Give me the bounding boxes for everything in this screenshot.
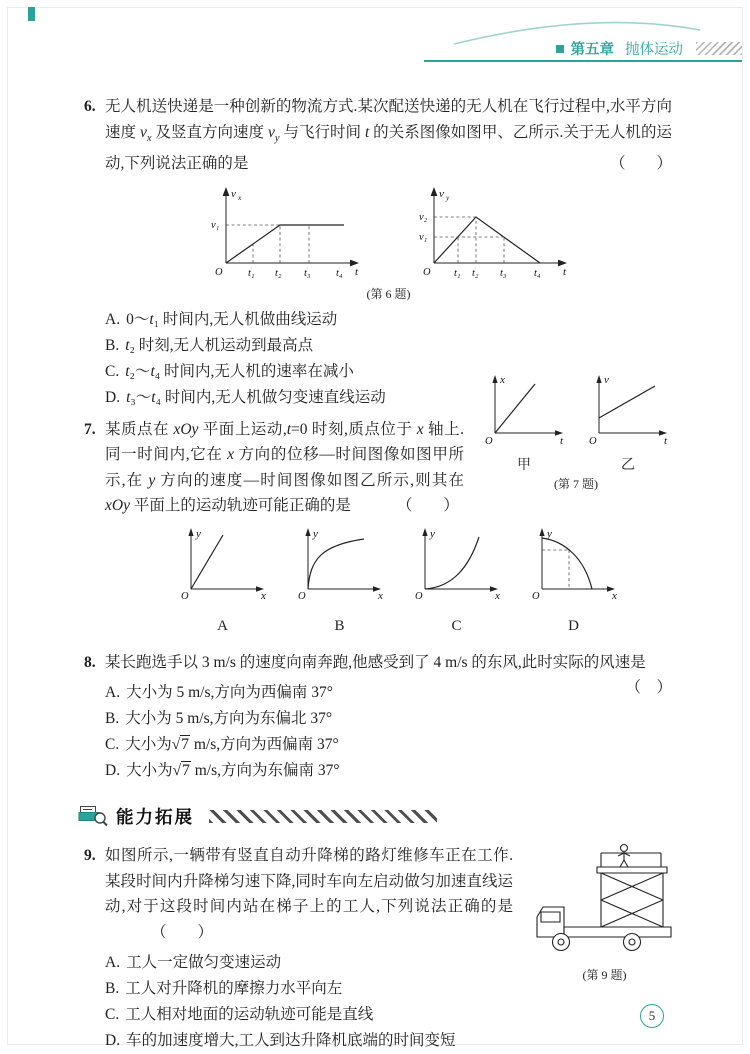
svg-text:O: O — [532, 590, 540, 602]
svg-text:x: x — [612, 589, 617, 602]
svg-text:t₄: t₄ — [533, 267, 541, 279]
q6-jia-ylabel: v — [230, 187, 236, 200]
svg-text:v: v — [604, 373, 609, 386]
q8-option-a: A. 大小为 5 m/s,方向为西偏南 37° — [105, 684, 333, 702]
svg-text:x: x — [378, 589, 383, 602]
svg-text:t₁: t₁ — [247, 267, 255, 279]
chapter-section-label: 抛体运动 — [625, 42, 683, 58]
svg-text:y: y — [430, 527, 435, 540]
q8-option-b: B. 大小为 5 m/s,方向为东偏北 37° — [105, 710, 333, 728]
svg-text:y: y — [196, 527, 201, 540]
q6-option-c: C. t₂～t₄ 时间内,无人机的速率在减小 — [105, 362, 354, 380]
q8-stem-text: 某长跑选手以 3 m/s 的速度向南奔跑,他感受到了 4 m/s 的东风,此时实际的风速是 — [105, 653, 646, 671]
svg-text:O: O — [589, 435, 597, 447]
page-number-badge — [640, 1004, 664, 1028]
svg-text:O: O — [485, 435, 493, 447]
q9-figure-caption: (第 9 题) — [582, 967, 627, 982]
ability-scan-icon — [78, 805, 108, 828]
q6-graph-jia — [206, 183, 364, 285]
svg-text:O: O — [298, 590, 306, 602]
svg-text:v₁: v₁ — [210, 219, 219, 231]
q8-option-c: C. 大小为√7 m/s,方向为西偏南 37° — [105, 736, 339, 754]
svg-text:v₂: v₂ — [418, 211, 427, 223]
section-title: 能力拓展 — [116, 807, 194, 828]
q7-graph-yi: v O t 乙 — [589, 373, 668, 474]
q6-option-d: D. t₃～t₄ 时间内,无人机做匀变速直线运动 — [105, 388, 386, 406]
svg-text:y: y — [445, 192, 449, 202]
q6-answer-brackets: （ ） — [609, 155, 672, 173]
q9-option-d: D. 车的加速度增大,工人到达升降机底端的时间变短 — [105, 1032, 456, 1050]
q7-answer-brackets: （ ） — [396, 497, 459, 515]
q9-figure — [527, 839, 682, 983]
q9-answer-brackets: （ ） — [151, 923, 214, 941]
q9-stem-text: 如图所示,一辆带有竖直自动升降梯的路灯维修车正在工作.某段时间内升降梯匀速下降,同时车向左启动做匀加速直线运动,对于这段时间内站在梯子上的工人,下列说法正确的是 — [105, 847, 513, 916]
svg-text:v₁: v₁ — [418, 231, 427, 243]
q8-number: 8. — [84, 653, 96, 671]
q7-option-graphs — [175, 525, 672, 640]
q8-options — [105, 680, 672, 784]
svg-text:t: t — [664, 434, 668, 447]
svg-text:y: y — [313, 527, 318, 540]
svg-text:x: x — [495, 589, 500, 602]
svg-text:t: t — [562, 265, 566, 278]
svg-text:t₁: t₁ — [453, 267, 461, 279]
q8-answer-brackets: （ ） — [625, 679, 672, 697]
q7-number: 7. — [84, 420, 96, 438]
q6-number: 6. — [84, 98, 96, 115]
q6-stem-text: 无人机送快递是一种创新的物流方式.某次配送快递的无人机在飞行过程中,水平方向速度 $v_x$ 及竖直方向速度 $v_y$ 与飞行时间 t 的关系图像如图甲、乙所示.关于无人机的运动,下列说法正确的是 — [105, 98, 672, 173]
question-8 — [84, 650, 672, 785]
svg-text:x: x — [237, 192, 241, 202]
q7-figure — [476, 371, 676, 493]
maintenance-truck-figure — [529, 839, 681, 957]
q8-option-d: D. 大小为√7 m/s,方向为东偏南 37° — [105, 762, 340, 780]
svg-text:y: y — [547, 527, 552, 540]
q6-option-a: A. 0～t₁ 时间内,无人机做曲线运动 — [105, 310, 338, 328]
chapter-header — [372, 22, 742, 70]
q6-figures — [105, 183, 672, 285]
svg-text:O: O — [181, 590, 189, 602]
page-number: 5 — [648, 1008, 656, 1023]
q6-stem — [105, 94, 672, 177]
question-9 — [84, 843, 672, 1054]
q6-graph-yi — [414, 183, 572, 285]
q7-graph-jia: x O t 甲 — [485, 373, 564, 474]
q9-option-c: C. 工人相对地面的运动轨迹可能是直线 — [105, 1006, 374, 1024]
corner-print-mark — [28, 7, 35, 21]
q9-body — [105, 843, 672, 1054]
svg-text:t₄: t₄ — [335, 267, 343, 279]
q7-stem-text: 某质点在 xOy 平面上运动,t=0 时刻,质点位于 x 轴上.同一时间内,它在 x 方向的位移—时间图像如图甲所示,在 y 方向的速度—时间图像如图乙所示,则其在 xOy 平面上的运动轨迹可能正确的是 — [105, 420, 464, 515]
svg-text:O: O — [415, 590, 423, 602]
q7-option-graph-c: y O x C — [415, 527, 500, 635]
q9-number: 9. — [84, 847, 96, 865]
svg-text:t₃: t₃ — [499, 267, 507, 279]
q9-option-a: A. 工人一定做匀变速运动 — [105, 954, 282, 972]
svg-text:t: t — [354, 265, 358, 278]
chapter-bullet-icon — [556, 45, 564, 53]
q7-figure-caption: (第 7 题) — [554, 477, 598, 492]
svg-text:O: O — [422, 266, 431, 278]
question-6 — [84, 94, 672, 411]
q6-option-b: B. t₂ 时刻,无人机运动到最高点 — [105, 336, 314, 354]
chapter-label: 第五章 — [570, 42, 614, 58]
q6-figure-caption: (第 6 题) — [366, 286, 411, 301]
q6-yi-ylabel: v — [438, 187, 444, 200]
section-hatch-decoration — [209, 810, 437, 823]
header-hatch-decoration — [696, 42, 742, 55]
page-content — [84, 94, 672, 1054]
svg-text:x: x — [261, 589, 266, 602]
header-rule — [424, 60, 742, 62]
svg-text:x: x — [500, 373, 505, 386]
svg-text:t: t — [560, 434, 564, 447]
q7-option-graph-d: y O x D — [532, 527, 617, 635]
svg-text:O: O — [214, 266, 223, 278]
q7-option-graph-b: y O x B — [298, 527, 383, 635]
svg-text:t₂: t₂ — [274, 267, 282, 279]
svg-text:t₂: t₂ — [471, 267, 479, 279]
q9-option-b: B. 工人对升降机的摩擦力水平向左 — [105, 980, 343, 998]
section-header-ability — [78, 804, 672, 829]
svg-text:t₃: t₃ — [303, 267, 311, 279]
q7-option-graph-a: y O x A — [181, 527, 266, 635]
